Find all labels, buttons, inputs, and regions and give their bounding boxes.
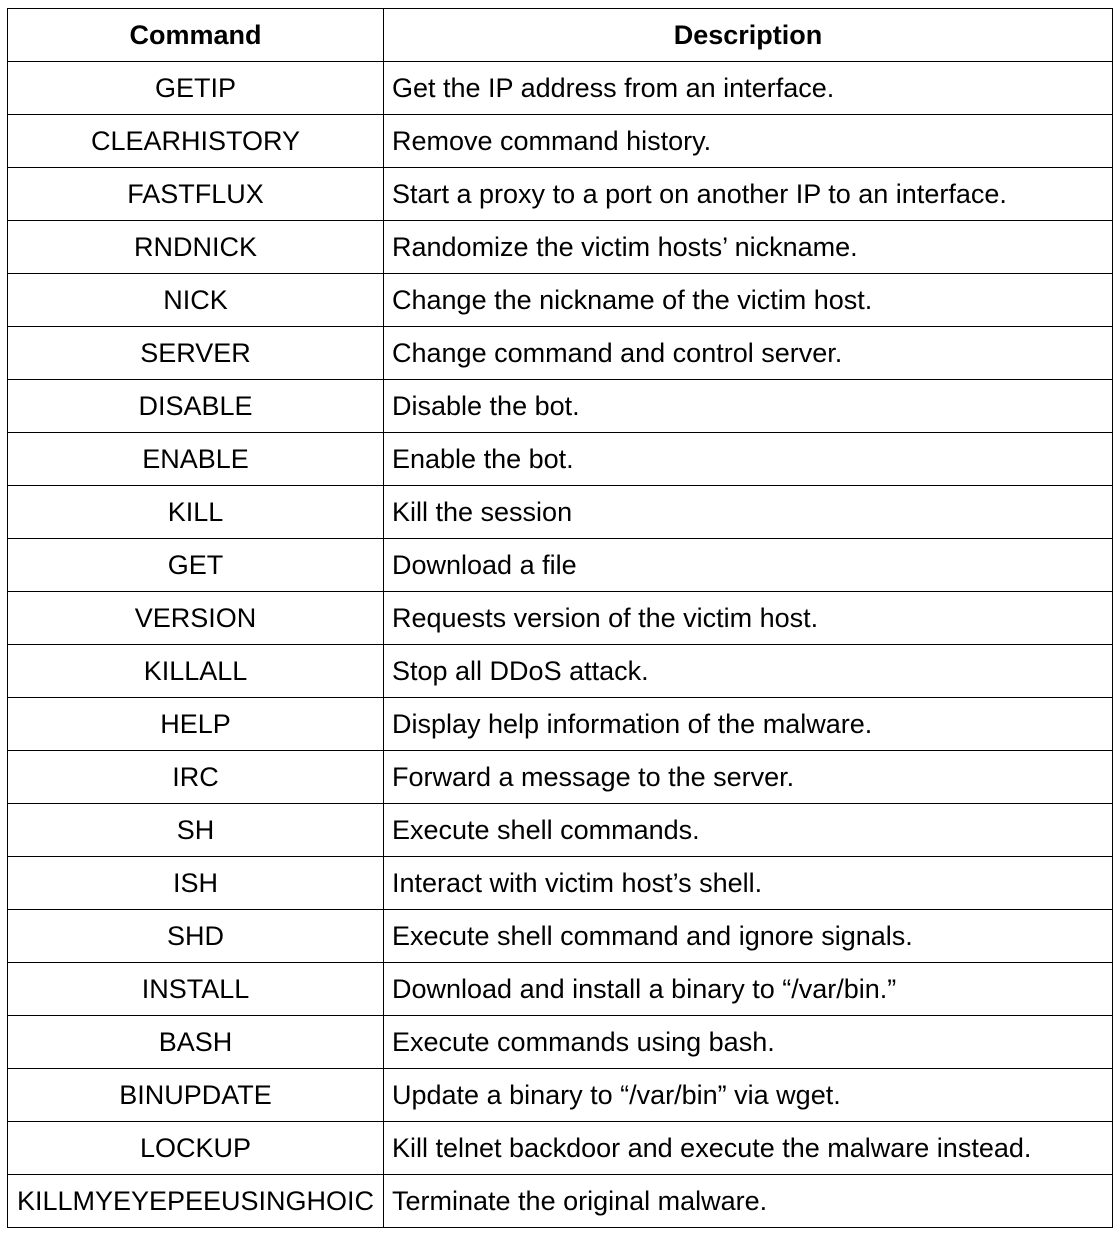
table-row [8, 380, 1113, 433]
command-cell: DISABLE [8, 380, 384, 433]
description-cell: Kill telnet backdoor and execute the malware instead. [384, 1122, 1113, 1175]
description-cell: Enable the bot. [384, 433, 1113, 486]
description-cell: Start a proxy to a port on another IP to an interface. [384, 168, 1113, 221]
table-body [8, 62, 1113, 1228]
command-cell: KILLMYEYEPEEUSINGHOIC [8, 1175, 384, 1228]
table-row [8, 1069, 1113, 1122]
description-cell: Disable the bot. [384, 380, 1113, 433]
table-row [8, 486, 1113, 539]
description-cell: Stop all DDoS attack. [384, 645, 1113, 698]
command-cell: VERSION [8, 592, 384, 645]
table-row [8, 1122, 1113, 1175]
command-cell: GETIP [8, 62, 384, 115]
command-cell: KILLALL [8, 645, 384, 698]
command-cell: INSTALL [8, 963, 384, 1016]
description-cell: Interact with victim host’s shell. [384, 857, 1113, 910]
command-cell: LOCKUP [8, 1122, 384, 1175]
table-row [8, 168, 1113, 221]
description-cell: Requests version of the victim host. [384, 592, 1113, 645]
description-cell: Execute commands using bash. [384, 1016, 1113, 1069]
description-cell: Remove command history. [384, 115, 1113, 168]
table-row [8, 751, 1113, 804]
command-cell: ISH [8, 857, 384, 910]
table-row [8, 62, 1113, 115]
header-description: Description [384, 9, 1113, 62]
command-cell: CLEARHISTORY [8, 115, 384, 168]
command-cell: SHD [8, 910, 384, 963]
description-cell: Randomize the victim hosts’ nickname. [384, 221, 1113, 274]
command-cell: BASH [8, 1016, 384, 1069]
command-cell: HELP [8, 698, 384, 751]
description-cell: Download and install a binary to “/var/bin.” [384, 963, 1113, 1016]
table-row [8, 910, 1113, 963]
table-row [8, 857, 1113, 910]
description-cell: Get the IP address from an interface. [384, 62, 1113, 115]
description-cell: Terminate the original malware. [384, 1175, 1113, 1228]
command-cell: SERVER [8, 327, 384, 380]
table-row [8, 698, 1113, 751]
description-cell: Kill the session [384, 486, 1113, 539]
description-cell: Update a binary to “/var/bin” via wget. [384, 1069, 1113, 1122]
command-cell: IRC [8, 751, 384, 804]
table-row [8, 592, 1113, 645]
table-row [8, 221, 1113, 274]
table-row [8, 433, 1113, 486]
description-cell: Change command and control server. [384, 327, 1113, 380]
table-row [8, 327, 1113, 380]
description-cell: Download a file [384, 539, 1113, 592]
command-cell: KILL [8, 486, 384, 539]
command-cell: BINUPDATE [8, 1069, 384, 1122]
table-row [8, 963, 1113, 1016]
table-row [8, 274, 1113, 327]
command-cell: NICK [8, 274, 384, 327]
command-cell: GET [8, 539, 384, 592]
header-row [8, 9, 1113, 62]
table-row [8, 645, 1113, 698]
table-row [8, 804, 1113, 857]
table-row [8, 1016, 1113, 1069]
description-cell: Change the nickname of the victim host. [384, 274, 1113, 327]
description-cell: Display help information of the malware. [384, 698, 1113, 751]
description-cell: Forward a message to the server. [384, 751, 1113, 804]
description-cell: Execute shell command and ignore signals. [384, 910, 1113, 963]
command-cell: FASTFLUX [8, 168, 384, 221]
command-table [7, 8, 1113, 1228]
description-cell: Execute shell commands. [384, 804, 1113, 857]
command-cell: SH [8, 804, 384, 857]
header-command: Command [8, 9, 384, 62]
table-row [8, 115, 1113, 168]
table-header [8, 9, 1113, 62]
table-row [8, 1175, 1113, 1228]
table-row [8, 539, 1113, 592]
command-cell: ENABLE [8, 433, 384, 486]
command-cell: RNDNICK [8, 221, 384, 274]
